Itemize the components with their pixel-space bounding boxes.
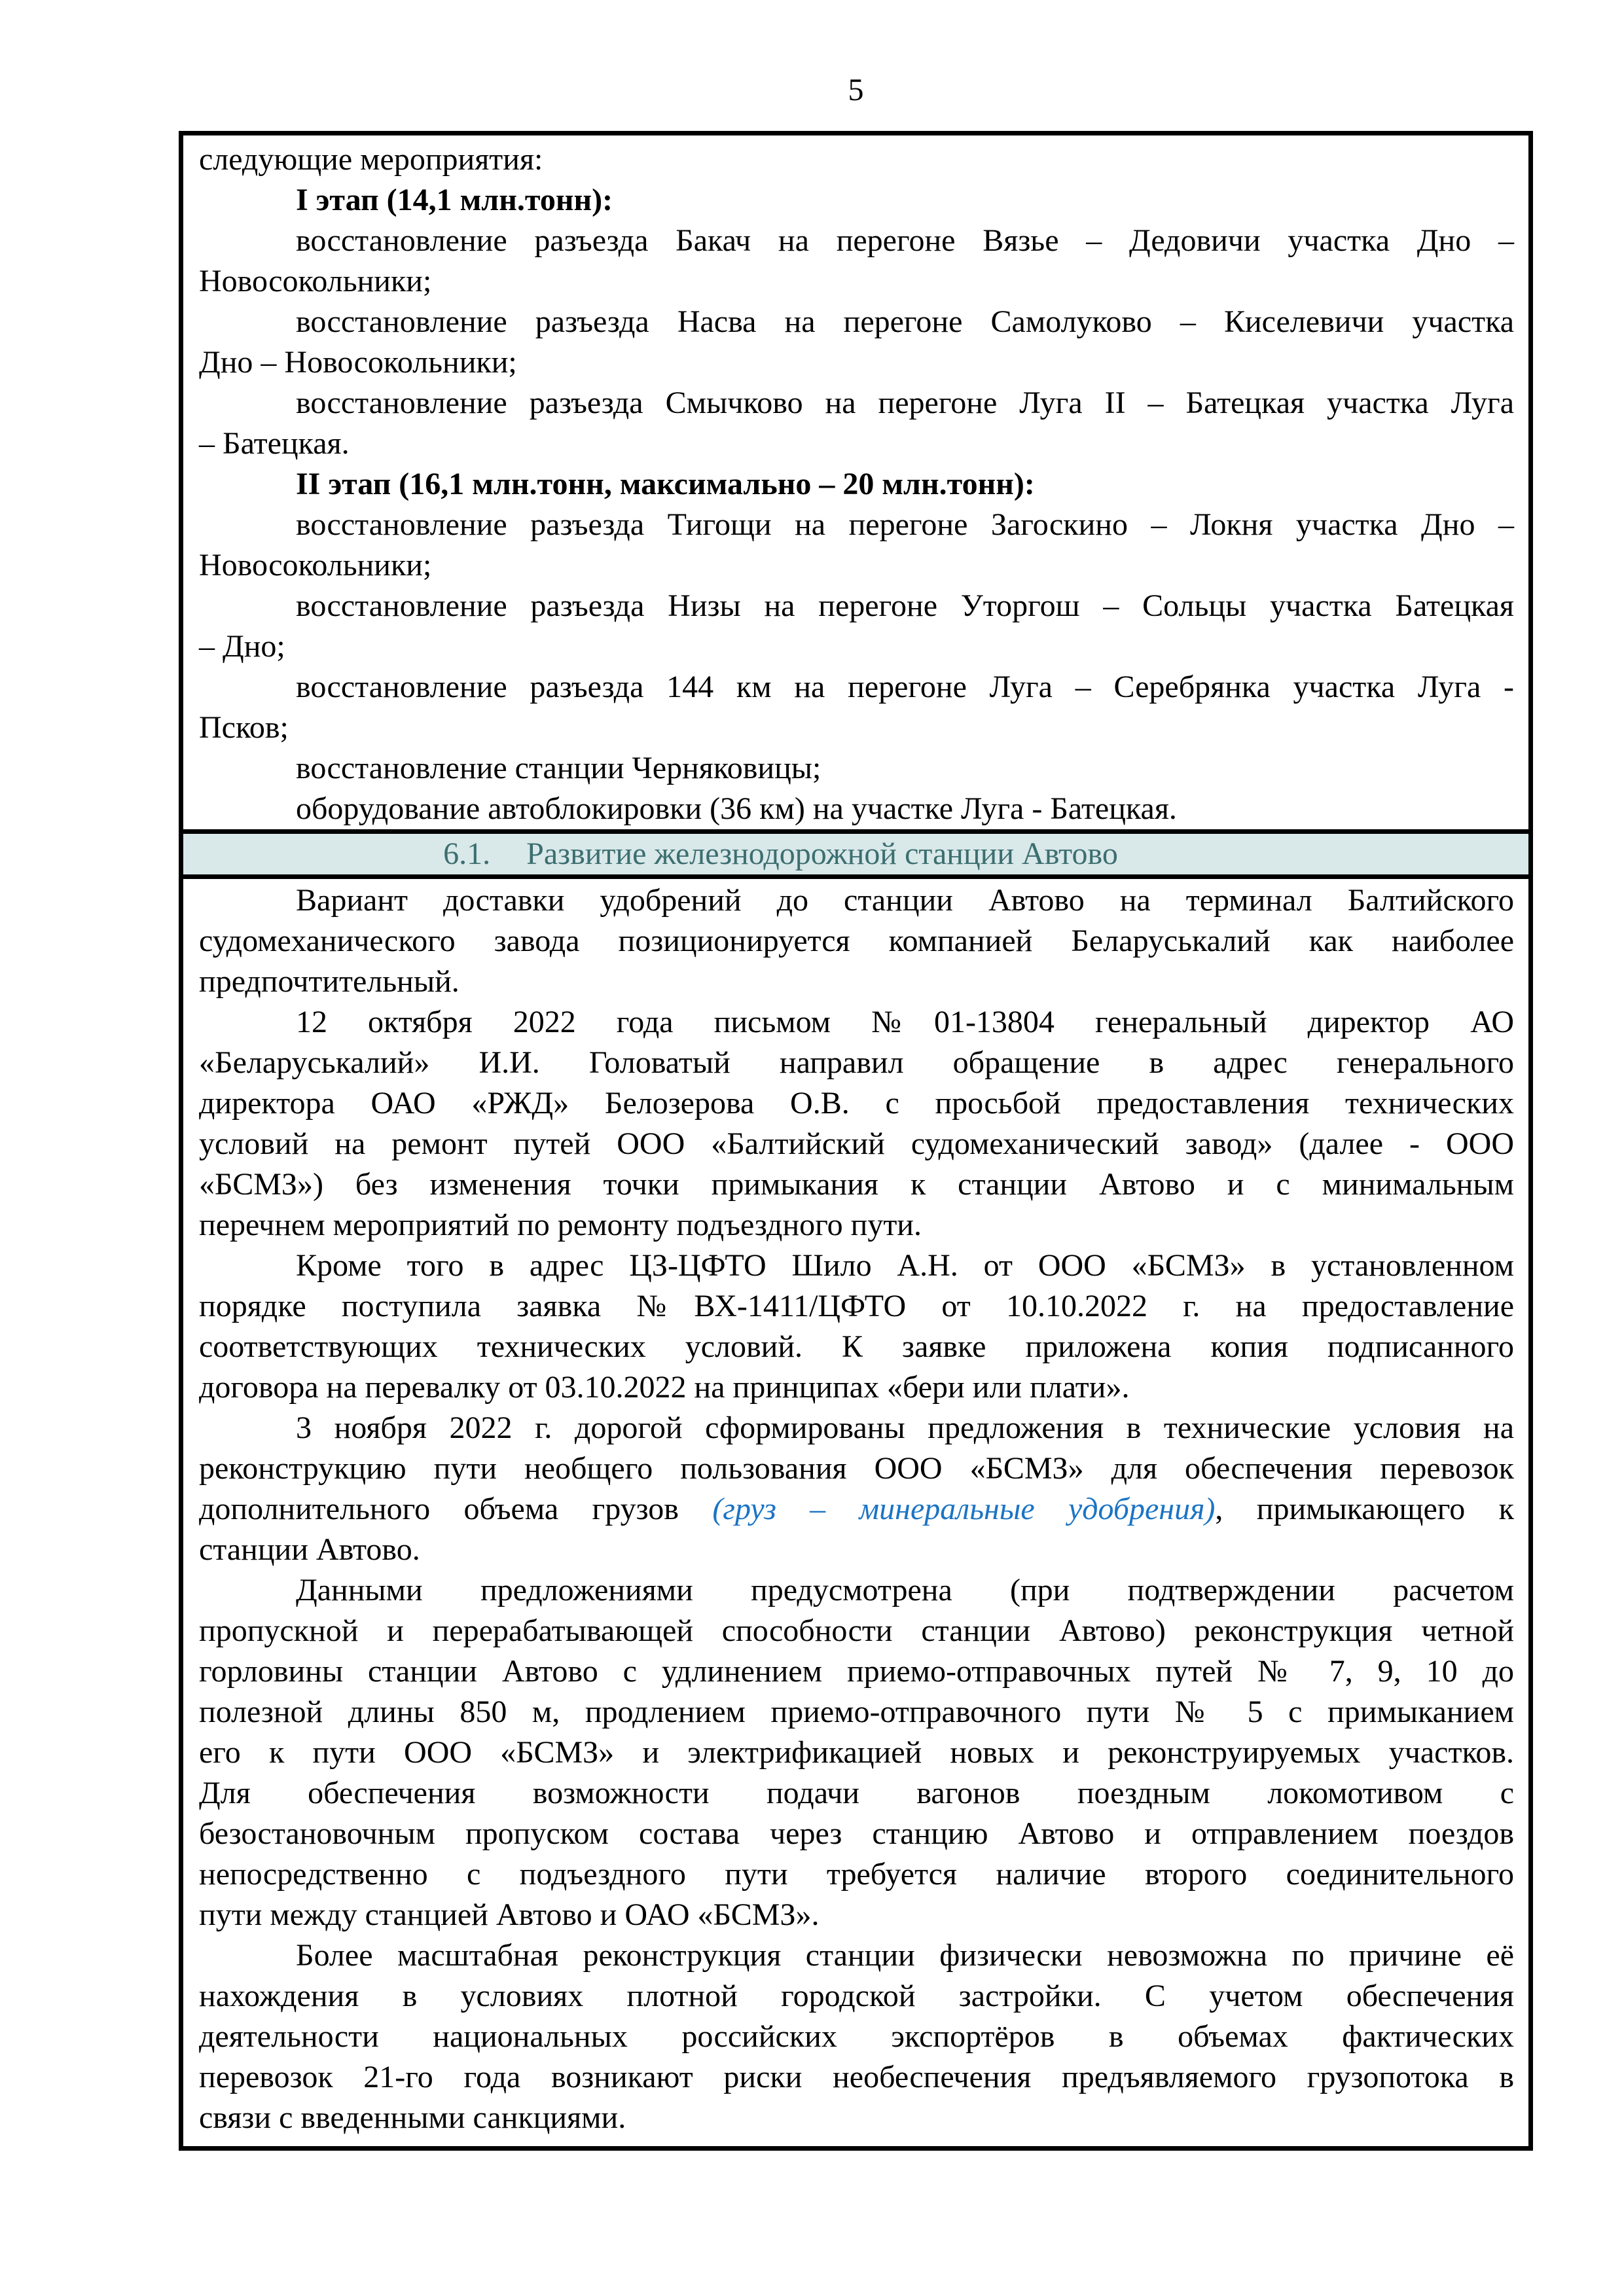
text-segment: дополнительного объема грузов xyxy=(199,1492,713,1526)
section-header-band xyxy=(183,829,1528,879)
text-line: Для обеспечения возможности подачи вагонов поездным локомотивом с xyxy=(199,1776,1514,1810)
text-line: связи с введенными санкциями. xyxy=(199,2100,626,2135)
text-line: Кроме того в адрес ЦЗ-ЦФТО Шило А.Н. от ООО «БСМЗ» в установленном xyxy=(296,1248,1514,1283)
text-line: безостановочным пропуском состава через станцию Автово и отправлением поездов xyxy=(199,1816,1514,1851)
text-line: Дно – Новосокольники; xyxy=(199,345,517,380)
text-line: перевозок 21-го года возникают риски необеспечения предъявляемого грузопотока в xyxy=(199,2060,1514,2094)
highlighted-text: (груз – минеральные удобрения) xyxy=(712,1492,1216,1526)
text-line: его к пути ООО «БСМЗ» и электрификацией новых и реконструируемых участков. xyxy=(199,1735,1514,1770)
text-line: восстановление разъезда Насва на перегоне Самолуково – Киселевичи участка xyxy=(296,304,1514,339)
paragraph xyxy=(199,1935,1514,2138)
text-line: I этап (14,1 млн.тонн): xyxy=(296,183,613,217)
text-line: судомеханического завода позиционируется компанией Беларуськалий как наиболее xyxy=(199,924,1514,958)
text-line: Новосокольники; xyxy=(199,548,432,583)
text-line: «БСМЗ») без изменения точки примыкания к станции Автово и с минимальным xyxy=(199,1167,1514,1202)
text-line: пропускной и перерабатывающей способности станции Автово) реконструкция четной xyxy=(199,1613,1514,1648)
text-line: Данными предложениями предусмотрена (при подтверждении расчетом xyxy=(296,1573,1514,1607)
text-line: II этап (16,1 млн.тонн, максимально – 20 млн.тонн): xyxy=(296,467,1035,501)
text-line: – Дно; xyxy=(199,629,285,664)
text-line: пути между станцией Автово и ОАО «БСМЗ». xyxy=(199,1897,820,1932)
text-line: перечнем мероприятий по ремонту подъездного пути. xyxy=(199,1208,922,1242)
text-line: нахождения в условиях плотной городской застройки. С учетом обеспечения xyxy=(199,1979,1514,2013)
text-line: восстановление разъезда Смычково на перегоне Луга II – Батецкая участка Луга xyxy=(296,386,1514,420)
text-segment: , примыкающего к xyxy=(1215,1492,1514,1526)
text-line: Новосокольники; xyxy=(199,264,432,298)
text-line: Более масштабная реконструкция станции физически невозможна по причине её xyxy=(296,1938,1514,1973)
text-line: соответствующих технических условий. К заявке приложена копия подписанного xyxy=(199,1329,1514,1364)
text-line: непосредственно с подъездного пути требуется наличие второго соединительного xyxy=(199,1857,1514,1892)
text-line: восстановление разъезда 144 км на перегоне Луга – Серебрянка участка Луга - xyxy=(296,670,1514,704)
text-line: условий на ремонт путей ООО «Балтийский судомеханический завод» (далее - ООО xyxy=(199,1126,1514,1161)
text-line: восстановление станции Черняковицы; xyxy=(296,751,821,785)
text-line: порядке поступила заявка №ВХ-1411/ЦФТО от 10.10.2022 г. на предоставление xyxy=(199,1289,1514,1323)
section-title: Развитие железнодорожной станции Автово xyxy=(526,836,1118,871)
stage-plan-block xyxy=(183,135,1528,829)
paragraph xyxy=(199,1246,1514,1408)
document-box xyxy=(179,131,1533,2151)
text-line: предпочтительный. xyxy=(199,964,460,999)
text-line: реконструкцию пути необщего пользования ООО «БСМЗ» для обеспечения перевозок xyxy=(199,1451,1514,1486)
text-line: Псков; xyxy=(199,710,289,745)
text-line: деятельности национальных российских экспортёров в объемах фактических xyxy=(199,2019,1514,2054)
text-line: станции Автово. xyxy=(199,1532,420,1567)
text-line: восстановление разъезда Низы на перегоне Уторгош – Сольцы участка Батецкая xyxy=(296,588,1514,623)
text-line xyxy=(199,1489,1514,1530)
text-line: 12 октября 2022 года письмом №01-13804 генеральный директор АО xyxy=(296,1005,1514,1039)
text-line: Вариант доставки удобрений до станции Автово на терминал Балтийского xyxy=(296,883,1514,918)
paragraph xyxy=(199,1570,1514,1935)
text-line: «Беларуськалий» И.И. Головатый направил обращение в адрес генерального xyxy=(199,1045,1514,1080)
text-line: горловины станции Автово с удлинением приемо-отправочных путей № 7, 9, 10 до xyxy=(199,1654,1514,1689)
paragraph xyxy=(199,880,1514,1002)
text-line: полезной длины 850 м, продлением приемо-отправочного пути № 5 с примыканием xyxy=(199,1695,1514,1729)
paragraph xyxy=(199,1002,1514,1246)
section-number: 6.1. xyxy=(443,836,491,871)
paragraph xyxy=(199,1408,1514,1570)
page-number: 5 xyxy=(848,73,864,107)
body-text-block xyxy=(183,879,1528,2146)
text-line: восстановление разъезда Бакач на перегоне Вязье – Дедовичи участка Дно – xyxy=(296,223,1514,258)
text-line: договора на перевалку от 03.10.2022 на принципах «бери или плати». xyxy=(199,1370,1130,1405)
text-line: оборудование автоблокировки (36 км) на участке Луга - Батецкая. xyxy=(296,791,1177,826)
text-line: следующие мероприятия: xyxy=(199,142,543,177)
text-line: 3 ноября 2022 г. дорогой сформированы предложения в технические условия на xyxy=(296,1410,1514,1445)
text-line: – Батецкая. xyxy=(199,426,350,461)
text-line: восстановление разъезда Тигощи на перегоне Загоскино – Локня участка Дно – xyxy=(296,507,1514,542)
text-line: директора ОАО «РЖД» Белозерова О.В. с просьбой предоставления технических xyxy=(199,1086,1514,1121)
